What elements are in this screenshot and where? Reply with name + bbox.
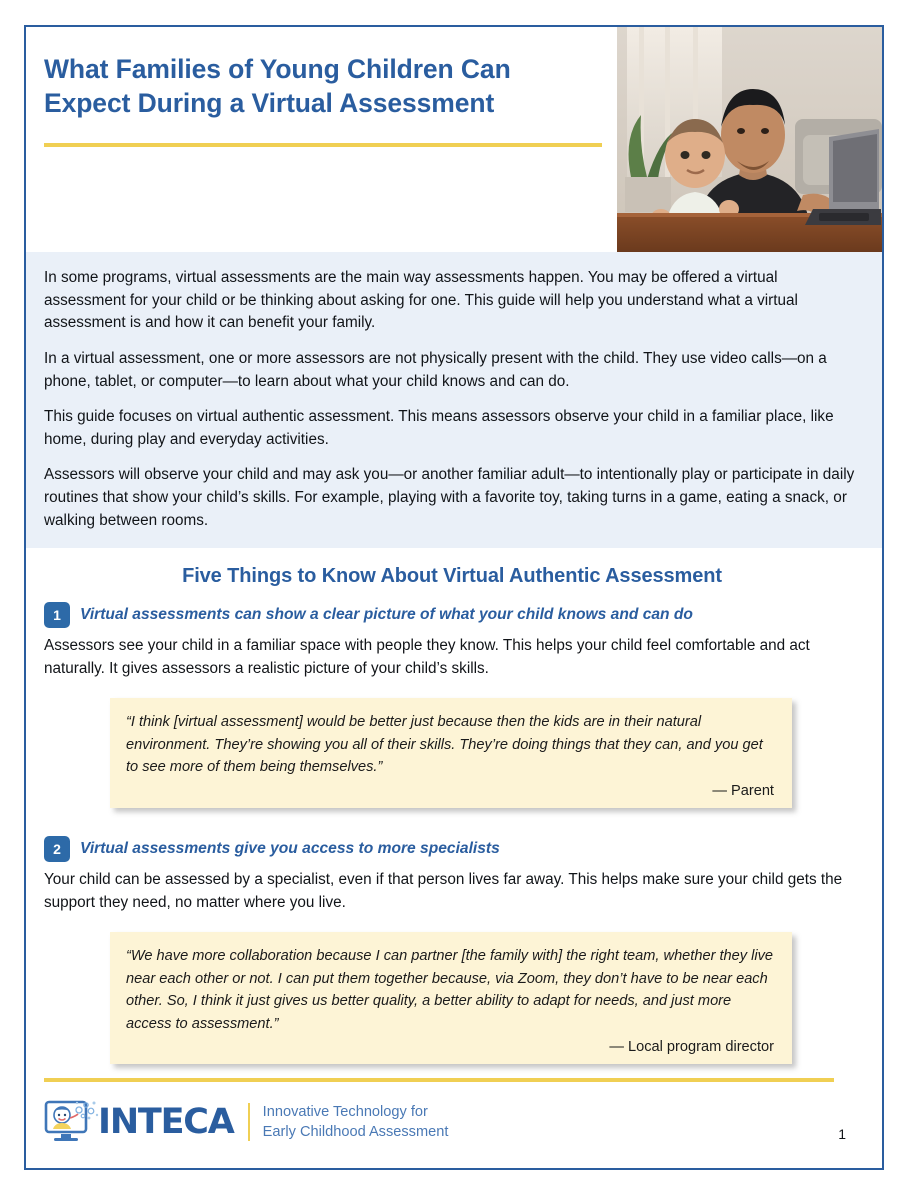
quote-attribution: — Local program director: [609, 1039, 774, 1056]
tagline-line-1: Innovative Technology for: [262, 1103, 428, 1120]
quote-attribution: — Parent: [712, 783, 774, 800]
item-body-text: Your child can be assessed by a specialist, even if that person lives far away. This helps make sure your child gets the support they need, no matter where you live.: [44, 871, 843, 911]
section-spacer: [44, 812, 860, 836]
page-title: [44, 52, 614, 121]
list-item: [44, 836, 860, 1064]
intro-paragraph: In some programs, virtual assessments are the main way assessments happen. You may be offered a virtual assessment for your child or be thinking about asking for one. This guide will help you understand what a virtual assessment is and how it can benefit your family.: [44, 269, 798, 332]
header-photograph: [617, 27, 882, 252]
quote-box: [110, 698, 792, 808]
logo-tagline: [263, 1102, 449, 1142]
item-number-badge: 1: [44, 602, 70, 628]
main-content: [26, 548, 882, 1076]
quote-text: “I think [virtual assessment] would be better just because then the kids are in their natural environment. They’re showing you all of their skills. They’re doing things that they can, and you get to see more of them being themselves.”: [126, 714, 763, 776]
item-body-text: Assessors see your child in a familiar space with people they know. This helps your child feel comfortable and act naturally. It gives assessors a realistic picture of your child’s skills.: [44, 637, 810, 677]
intro-paragraph: Assessors will observe your child and may ask you—or another familiar adult—to intentionally play or participate in daily routines that show your child’s skills. For example, playing with a favorite toy, taking turns in a game, eating a snack, or walking between rooms.: [44, 466, 855, 529]
intro-paragraph: This guide focuses on virtual authentic assessment. This means assessors observe your child in a familiar place, like home, during play and everyday activities.: [44, 408, 834, 448]
monitor-child-bubbles-logo-icon: [44, 1098, 102, 1146]
item-header: [44, 836, 860, 862]
logo-divider: [248, 1103, 250, 1141]
page-title-line-2: Expect During a Virtual Assessment: [44, 88, 495, 119]
quote-box: [110, 932, 792, 1064]
page-footer: [26, 1076, 882, 1168]
list-item: [44, 602, 860, 808]
footer-branding: [44, 1098, 448, 1146]
title-underline-rule: [44, 143, 602, 147]
item-number-badge: 2: [44, 836, 70, 862]
page-header: [26, 27, 882, 252]
document-page: [24, 25, 884, 1170]
item-header: [44, 602, 860, 628]
photo-illustration: [617, 27, 882, 252]
item-title: Virtual assessments give you access to more specialists: [80, 839, 500, 857]
logo-wordmark: INTECA: [98, 1101, 234, 1142]
intro-paragraph: In a virtual assessment, one or more assessors are not physically present with the child. They use video calls—on a phone, tablet, or computer—to learn about what your child knows and can do.: [44, 349, 827, 390]
footer-divider-rule: [44, 1078, 834, 1082]
page-title-line-1: What Families of Young Children Can: [44, 54, 511, 84]
tagline-line-2: Early Childhood Assessment: [262, 1124, 449, 1140]
quote-text: “We have more collaboration because I can partner [the family with] the right team, whether they live near each other or not. I can put them together because, via Zoom, they don’t have to be near each other. So, I think it just gives us better quality, a better ability to adapt for needs, and just more access to assessment.”: [126, 948, 774, 1032]
section-heading: Five Things to Know About Virtual Authentic Assessment: [182, 565, 722, 588]
page-number: 1: [838, 1126, 846, 1142]
item-title: Virtual assessments can show a clear picture of what your child knows and can do: [80, 605, 693, 623]
intro-panel: [26, 252, 882, 548]
